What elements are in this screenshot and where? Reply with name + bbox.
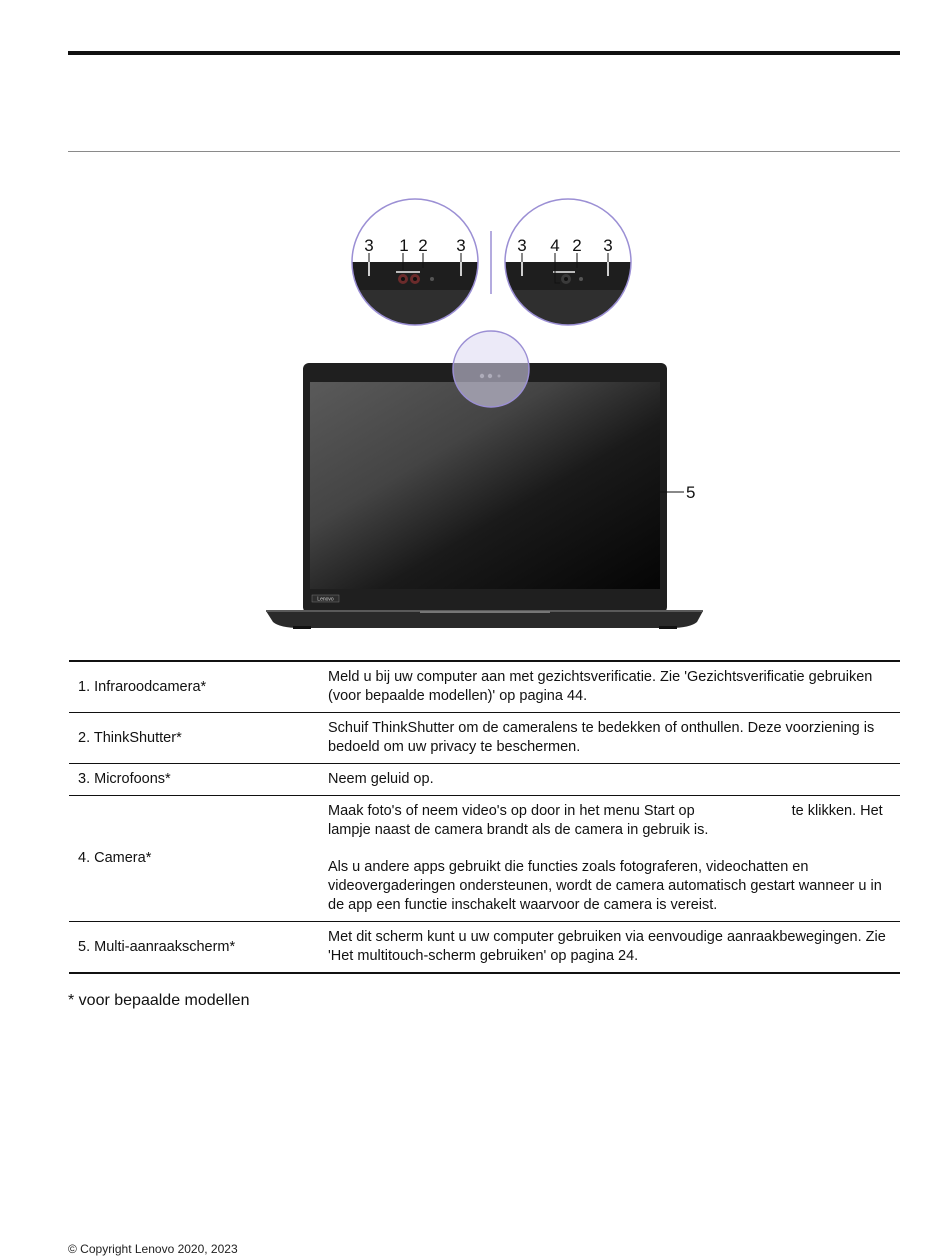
callout-microphone-left: 3	[364, 236, 374, 255]
callout-microphone-right: 3	[456, 236, 466, 255]
component-name: 4. Camera*	[69, 796, 318, 922]
camera-zoom-right	[495, 199, 655, 340]
component-description: Maak foto's of neem video's op door in het menu Start op te klikken. Het lampje naast de camera brandt als de camera in gebruik is. Als u andere apps gebruikt die functies zoals fotograferen, videochatten en videovergaderingen ondersteunen, wordt de camera automatisch gestart wanneer u in de app een functie inschakelt waarvoor de camera is vereist.	[318, 796, 900, 922]
component-description: Schuif ThinkShutter om de cameralens te bedekken of onthullen. Deze voorziening is bedoeld om uw privacy te beschermen.	[318, 713, 900, 764]
callout-screen: 5	[686, 483, 696, 502]
table-row	[69, 661, 900, 713]
table-row	[69, 764, 900, 796]
microphone-right-icon	[460, 262, 462, 276]
component-description: Met dit scherm kunt u uw computer gebruiken via eenvoudige aanraakbewegingen. Zie 'Het multitouch-scherm gebruiken' op pagina 24.	[318, 922, 900, 974]
callout-thinkshutter: 2	[418, 236, 428, 255]
footnote: * voor bepaalde modellen	[68, 992, 250, 1009]
microphone-left-icon	[368, 262, 370, 276]
component-table	[69, 660, 900, 974]
display-screen	[310, 382, 660, 589]
component-name: 1. Infraroodcamera*	[69, 661, 318, 713]
callout-infrared-camera: 1	[399, 236, 409, 255]
component-name: 5. Multi-aanraakscherm*	[69, 922, 318, 974]
camera-zoom-left	[340, 199, 500, 340]
callout-microphone-right-2: 3	[603, 236, 613, 255]
component-description: Meld u bij uw computer aan met gezichtsverificatie. Zie 'Gezichtsverificatie gebruiken (voor bepaalde modellen)' op pagina 44.	[318, 661, 900, 713]
microphone-right-icon-2	[607, 262, 609, 276]
microphone-left-icon-2	[521, 262, 523, 276]
lenovo-logo-text: Lenovo	[317, 596, 334, 603]
component-name: 2. ThinkShutter*	[69, 713, 318, 764]
table-row	[69, 713, 900, 764]
thinkshutter-icon	[396, 271, 420, 273]
component-description: Neem geluid op.	[318, 764, 900, 796]
callout-camera: 4	[550, 236, 560, 255]
table-row	[69, 796, 900, 922]
laptop-base	[266, 611, 703, 628]
thinkshutter-icon-2	[553, 271, 575, 273]
component-name: 3. Microfoons*	[69, 764, 318, 796]
table-row	[69, 922, 900, 974]
copyright: © Copyright Lenovo 2020, 2023	[68, 1242, 238, 1256]
callout-thinkshutter-2: 2	[572, 236, 582, 255]
callout-microphone-left-2: 3	[517, 236, 527, 255]
